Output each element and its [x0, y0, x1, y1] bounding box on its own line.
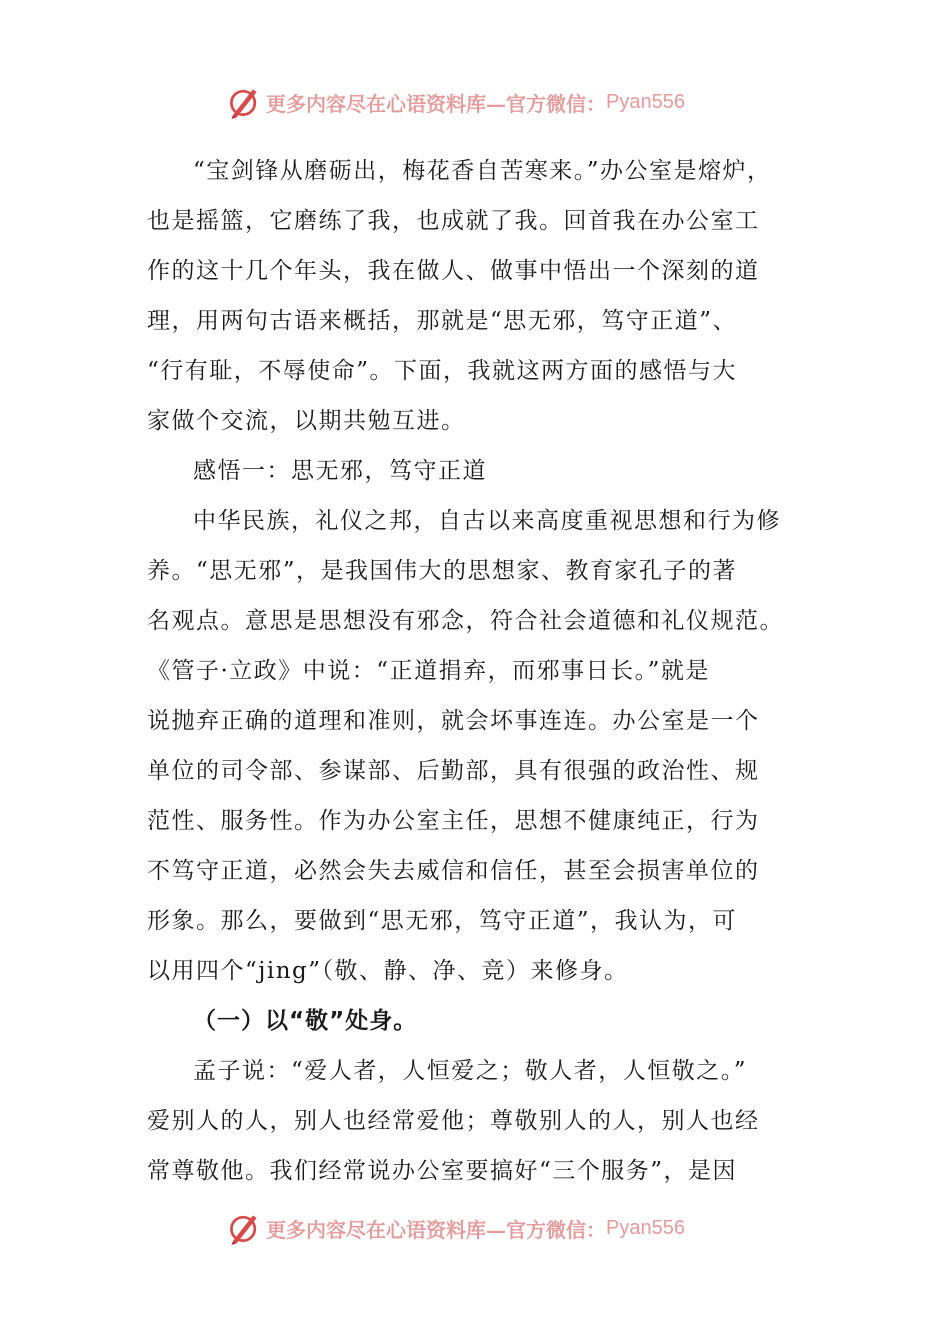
- watermark-id: Pyan556: [606, 90, 685, 113]
- paragraph-line: “行有耻，不辱使命”。下面，我就这两方面的感悟与大: [147, 358, 738, 384]
- paragraph-line: 作的这十几个年头，我在做人、做事中悟出一个深刻的道: [147, 258, 760, 284]
- paragraph-line: 不笃守正道，必然会失去威信和信任，甚至会损害单位的: [147, 858, 760, 884]
- paragraph-line: 养。“思无邪”，是我国伟大的思想家、教育家孔子的著: [147, 558, 738, 584]
- watermark-header: [226, 82, 685, 122]
- watermark-id: Pyan556: [606, 1216, 685, 1239]
- watermark-text: 更多内容尽在心语资料库—官方微信：: [266, 91, 606, 116]
- paragraph-line: 《管子·立政》中说：“正道捐弃，而邪事日长。”就是: [147, 658, 710, 684]
- paragraph-line: 名观点。意思是思想没有邪念，符合社会道德和礼仪规范。: [147, 608, 784, 634]
- document-body: [147, 146, 815, 1196]
- paragraph-line: 以用四个“jing”（敬、静、净、竞）来修身。: [147, 958, 629, 984]
- paragraph-line: 也是摇篮，它磨练了我，也成就了我。回首我在办公室工: [147, 208, 760, 234]
- paragraph-line: “宝剑锋从磨砺出，梅花香自苦寒来。”办公室是熔炉，: [193, 158, 772, 184]
- paragraph-line: 爱别人的人，别人也经常爱他；尊敬别人的人，别人也经: [147, 1108, 760, 1134]
- paragraph-line: 单位的司令部、参谋部、后勤部，具有很强的政治性、规: [147, 758, 760, 784]
- paragraph-line: 家做个交流，以期共勉互进。: [147, 408, 466, 434]
- watermark-footer: [226, 1208, 685, 1248]
- paragraph-line: 中华民族，礼仪之邦，自古以来高度重视思想和行为修: [193, 508, 781, 534]
- paragraph-line: 常尊敬他。我们经常说办公室要搞好“三个服务”，是因: [147, 1158, 738, 1184]
- watermark-text: 更多内容尽在心语资料库—官方微信：: [266, 1217, 606, 1242]
- paragraph-line: 理，用两句古语来概括，那就是“思无邪，笃守正道”、: [147, 308, 738, 334]
- pen-logo-icon: [226, 84, 262, 120]
- pen-logo-icon: [226, 1210, 262, 1246]
- section-title: 感悟一：思无邪，笃守正道: [193, 458, 487, 484]
- paragraph-line: 范性、服务性。作为办公室主任，思想不健康纯正，行为: [147, 808, 760, 834]
- subsection-heading: （一）以“敬”处身。: [193, 1008, 418, 1034]
- paragraph-line: 说抛弃正确的道理和准则，就会坏事连连。办公室是一个: [147, 708, 760, 734]
- paragraph-line: 形象。那么，要做到“思无邪，笃守正道”，我认为，可: [147, 908, 738, 934]
- paragraph-line: 孟子说：“爱人者，人恒爱之；敬人者，人恒敬之。”: [193, 1058, 748, 1084]
